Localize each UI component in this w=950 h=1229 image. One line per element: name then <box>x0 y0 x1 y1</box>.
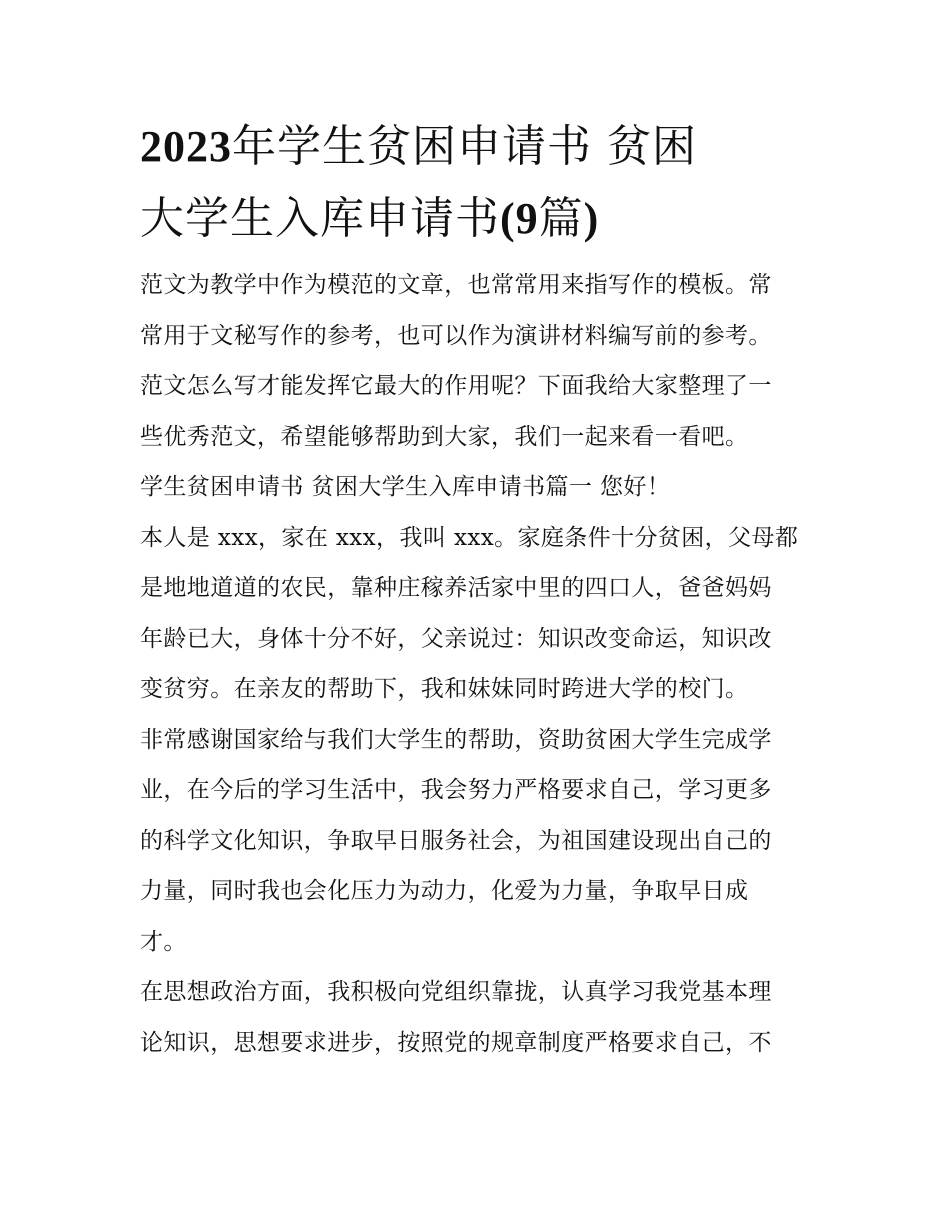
paragraph <box>140 260 812 462</box>
paragraph <box>140 462 812 513</box>
paragraph-line: 业，在今后的学习生活中，我会努力严格要求自己，学习更多 <box>140 777 772 803</box>
paragraph-list <box>140 260 812 1068</box>
paragraph <box>140 715 812 968</box>
title-year: 2023 <box>140 122 232 171</box>
document-title <box>140 118 812 248</box>
paragraph-line: 常用于文秘写作的参考，也可以作为演讲材料编写前的参考。 <box>140 322 772 349</box>
title-count: (9 <box>500 194 539 243</box>
document-body <box>140 118 812 1068</box>
paragraph-line: 才。 <box>140 928 187 955</box>
paragraph-line: 本人是 xxx，家在 xxx，我叫 xxx。家庭条件十分贫困，父母都 <box>140 524 799 551</box>
title-line-2 <box>140 190 812 248</box>
paragraph-line: 论知识，思想要求进步，按照党的规章制度严格要求自己，不 <box>140 1029 772 1056</box>
title-line-1 <box>140 118 812 176</box>
paragraph-line: 范文怎么写才能发挥它最大的作用呢？下面我给大家整理了一 <box>140 373 772 399</box>
paragraph-line: 在思想政治方面，我积极向党组织靠拢，认真学习我党基本理 <box>140 979 772 1005</box>
paragraph-line: 力量，同时我也会化压力为动力，化爱为力量，争取早日成 <box>140 878 749 904</box>
title-line-2-text: 大学生入库申请书 <box>140 193 500 244</box>
paragraph-line: 变贫穷。在亲友的帮助下，我和妹妹同时跨进大学的校门。 <box>140 676 749 702</box>
paragraph <box>140 513 812 715</box>
paragraph-line: 是地地道道的农民，靠种庄稼养活家中里的四口人，爸爸妈妈 <box>140 575 772 601</box>
paragraph-line: 些优秀范文，希望能够帮助到大家，我们一起来看一看吧。 <box>140 423 749 450</box>
paragraph-line: 学生贫困申请书 贫困大学生入库申请书篇一 您好！ <box>140 474 671 500</box>
paragraph-line: 年龄已大，身体十分不好，父亲说过：知识改变命运，知识改 <box>140 625 772 652</box>
paragraph <box>140 967 812 1068</box>
paragraph-line: 非常感谢国家给与我们大学生的帮助，资助贫困大学生完成学 <box>140 726 772 753</box>
paragraph-line: 的科学文化知识，争取早日服务社会，为祖国建设现出自己的 <box>140 827 772 854</box>
title-count-unit: 篇 <box>538 193 584 244</box>
paragraph-line: 范文为教学中作为模范的文章，也常常用来指写作的模板。常 <box>140 272 772 298</box>
title-close-paren: ) <box>583 194 600 243</box>
title-line-1-text: 年学生贫困申请书 贫困 <box>232 121 697 172</box>
